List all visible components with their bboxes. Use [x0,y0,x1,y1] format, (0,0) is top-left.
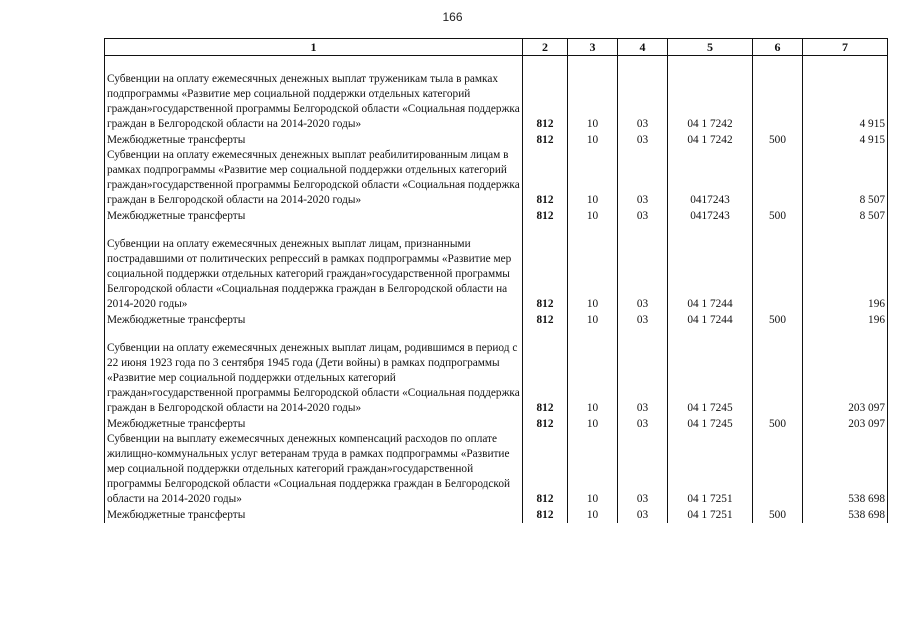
row-amount: 8 507 [803,148,888,208]
row-section: 10 [568,208,618,224]
row-amount: 203 097 [803,416,888,432]
row-name: Субвенции на оплату ежемесячных денежных выплат труженикам тыла в рамках подпрограммы «Развитие мер социальной поддержки отдельных категорий граждан»государственной программы Белгородской области «Социальная поддержка граждан в Белгородской области на 2014-2020 годы» [105,56,523,133]
row-section: 10 [568,507,618,523]
budget-table [104,38,888,523]
row-name: Межбюджетные трансферты [105,312,523,328]
table-row [105,432,888,507]
row-code: 812 [523,132,568,148]
table-row [105,507,888,523]
row-target: 04 1 7244 [668,224,753,312]
row-section: 10 [568,312,618,328]
table-row [105,148,888,208]
row-name: Субвенции на оплату ежемесячных денежных выплат лицам, признанными пострадавшими от политических репрессий в рамках подпрограммы «Развитие мер социальной поддержки отдельных категорий граждан»государственной программы Белгородской области «Социальная поддержка граждан в Белгородской области на 2014-2020 годы» [105,224,523,312]
col-header-7: 7 [803,39,888,56]
table-row [105,312,888,328]
row-target: 04 1 7242 [668,132,753,148]
table-row [105,132,888,148]
row-name: Субвенции на оплату ежемесячных денежных выплат реабилитированным лицам в рамках подпрограммы «Развитие мер социальной поддержки отдельных категорий граждан»государственной программы Белгородской области «Социальная поддержка граждан в Белгородской области на 2014-2020 годы» [105,148,523,208]
row-amount: 8 507 [803,208,888,224]
row-subsection: 03 [618,507,668,523]
col-header-1: 1 [105,39,523,56]
header-row [105,39,888,56]
row-section: 10 [568,56,618,133]
row-vr: 500 [753,132,803,148]
row-target: 0417243 [668,208,753,224]
row-subsection: 03 [618,132,668,148]
row-subsection: 03 [618,416,668,432]
row-subsection: 03 [618,56,668,133]
row-vr [753,432,803,507]
row-subsection: 03 [618,312,668,328]
row-section: 10 [568,416,618,432]
row-name: Межбюджетные трансферты [105,208,523,224]
row-name: Субвенции на выплату ежемесячных денежных компенсаций расходов по оплате жилищно-коммунальных услуг ветеранам труда в рамках подпрограммы «Развитие мер социальной поддержки отдельных категорий граждан»государственной программы Белгородской области «Социальная поддержка граждан в Белгородской области на 2014-2020 годы» [105,432,523,507]
row-target: 04 1 7251 [668,432,753,507]
row-code: 812 [523,416,568,432]
table-row [105,328,888,416]
row-amount: 538 698 [803,507,888,523]
row-name: Межбюджетные трансферты [105,507,523,523]
row-amount: 196 [803,312,888,328]
row-code: 812 [523,148,568,208]
row-code: 812 [523,312,568,328]
table-row [105,416,888,432]
row-target: 04 1 7244 [668,312,753,328]
row-vr [753,328,803,416]
row-amount: 196 [803,224,888,312]
row-code: 812 [523,56,568,133]
row-name: Межбюджетные трансферты [105,416,523,432]
row-subsection: 03 [618,148,668,208]
row-amount: 203 097 [803,328,888,416]
row-section: 10 [568,328,618,416]
row-amount: 4 915 [803,56,888,133]
col-header-4: 4 [618,39,668,56]
row-target: 04 1 7245 [668,416,753,432]
col-header-2: 2 [523,39,568,56]
row-name: Субвенции на оплату ежемесячных денежных выплат лицам, родившимся в период с 22 июня 1923 года по 3 сентября 1945 года (Дети войны) в рамках подпрограммы «Развитие мер социальной поддержки отдельных категорий граждан»государственной программы Белгородской области «Социальная поддержка граждан в Белгородской области на 2014-2020 годы» [105,328,523,416]
row-code: 812 [523,224,568,312]
row-amount: 538 698 [803,432,888,507]
row-section: 10 [568,432,618,507]
row-amount: 4 915 [803,132,888,148]
row-name: Межбюджетные трансферты [105,132,523,148]
table-row [105,224,888,312]
col-header-5: 5 [668,39,753,56]
row-subsection: 03 [618,208,668,224]
row-vr [753,148,803,208]
row-code: 812 [523,208,568,224]
col-header-3: 3 [568,39,618,56]
row-code: 812 [523,432,568,507]
row-vr: 500 [753,507,803,523]
table-row [105,208,888,224]
col-header-6: 6 [753,39,803,56]
page-number: 166 [442,10,463,24]
row-target: 04 1 7242 [668,56,753,133]
row-section: 10 [568,148,618,208]
row-target: 04 1 7251 [668,507,753,523]
row-section: 10 [568,132,618,148]
row-code: 812 [523,328,568,416]
table-row [105,56,888,133]
row-target: 0417243 [668,148,753,208]
row-target: 04 1 7245 [668,328,753,416]
row-subsection: 03 [618,224,668,312]
row-vr: 500 [753,312,803,328]
row-subsection: 03 [618,432,668,507]
row-vr [753,56,803,133]
row-code: 812 [523,507,568,523]
row-subsection: 03 [618,328,668,416]
row-vr: 500 [753,416,803,432]
row-vr: 500 [753,208,803,224]
row-vr [753,224,803,312]
row-section: 10 [568,224,618,312]
